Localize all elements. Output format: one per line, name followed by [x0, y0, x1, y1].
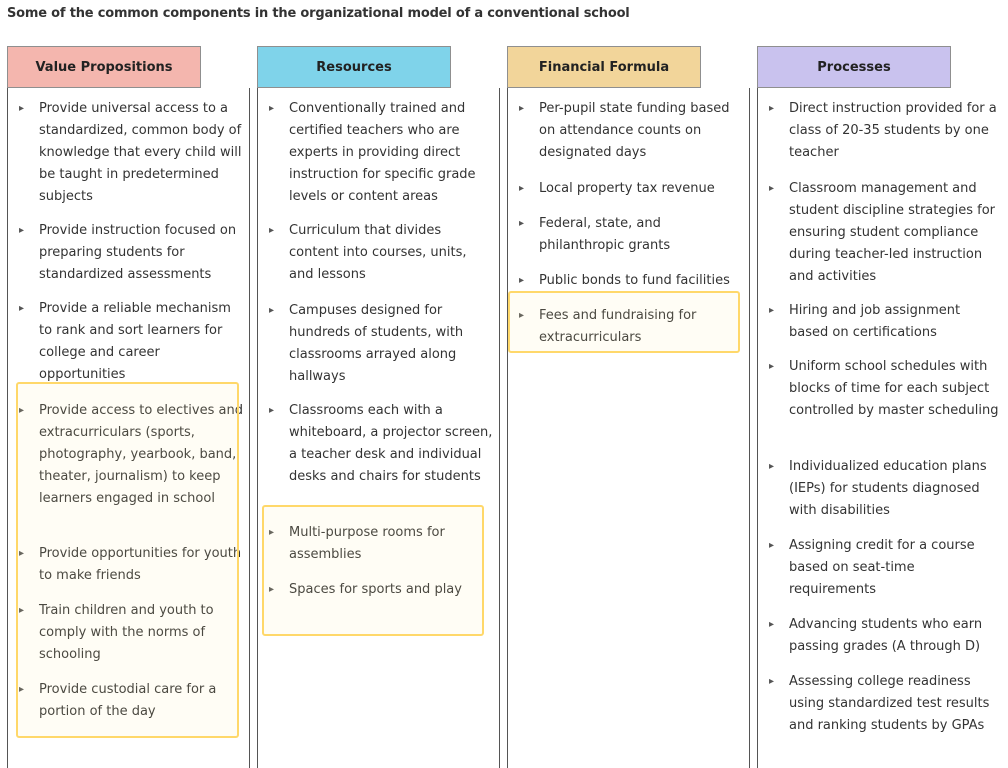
- list-item: ▸ Train children and youth to comply with the norms of schooling: [8, 600, 249, 666]
- list-item: ▸ Per-pupil state funding based on attendance counts on designated days: [508, 98, 749, 164]
- list-item: ▸ Advancing students who earn passing grades (A through D): [758, 614, 1008, 658]
- column-financial-formula: [507, 88, 750, 768]
- list-item: ▸ Provide a reliable mechanism to rank and sort learners for college and career opportunities: [8, 298, 249, 386]
- list-item: ▸ Classrooms each with a whiteboard, a projector screen, a teacher desk and individual desks and chairs for students: [258, 400, 499, 488]
- header-value-propositions: Value Propositions: [7, 46, 201, 88]
- header-financial-formula: Financial Formula: [507, 46, 701, 88]
- list-item: ▸ Curriculum that divides content into courses, units, and lessons: [258, 220, 499, 286]
- list-item: ▸ Public bonds to fund facilities: [508, 270, 749, 292]
- list-item: ▸ Assigning credit for a course based on seat-time requirements: [758, 535, 1008, 601]
- list-item: ▸ Multi-purpose rooms for assemblies: [258, 522, 499, 566]
- list-item: ▸ Local property tax revenue: [508, 178, 749, 200]
- list-item: ▸ Uniform school schedules with blocks of time for each subject controlled by master scheduling: [758, 356, 1008, 422]
- list-item: ▸ Spaces for sports and play: [258, 579, 499, 601]
- list-item: ▸ Assessing college readiness using standardized test results and ranking students by GPAs: [758, 671, 1008, 737]
- list-item: ▸ Conventionally trained and certified teachers who are experts in providing direct instruction for specific grade levels or content areas: [258, 98, 499, 208]
- list-item: ▸ Fees and fundraising for extracurriculars: [508, 305, 749, 349]
- list-item: ▸ Provide access to electives and extracurriculars (sports, photography, yearbook, band, theater, journalism) to keep learners engaged in school: [8, 400, 249, 510]
- list-item: ▸ Federal, state, and philanthropic grants: [508, 213, 749, 257]
- list-item: ▸ Provide opportunities for youth to make friends: [8, 543, 249, 587]
- list-item: ▸ Individualized education plans (IEPs) for students diagnosed with disabilities: [758, 456, 1008, 522]
- list-item: ▸ Hiring and job assignment based on certifications: [758, 300, 1008, 344]
- list-item: ▸ Direct instruction provided for a class of 20-35 students by one teacher: [758, 98, 1008, 164]
- header-resources: Resources: [257, 46, 451, 88]
- list-item: ▸ Provide instruction focused on preparing students for standardized assessments: [8, 220, 249, 286]
- list-item: ▸ Provide custodial care for a portion of the day: [8, 679, 249, 723]
- column-value-propositions: [7, 88, 250, 768]
- column-processes: [757, 88, 1008, 768]
- column-resources: [257, 88, 500, 768]
- list-item: ▸ Provide universal access to a standardized, common body of knowledge that every child will be taught in predetermined subjects: [8, 98, 249, 208]
- diagram-title: Some of the common components in the organizational model of a conventional school: [7, 6, 630, 21]
- list-item: ▸ Campuses designed for hundreds of students, with classrooms arrayed along hallways: [258, 300, 499, 388]
- header-processes: Processes: [757, 46, 951, 88]
- list-item: ▸ Classroom management and student discipline strategies for ensuring student compliance during teacher-led instruction and activities: [758, 178, 1008, 288]
